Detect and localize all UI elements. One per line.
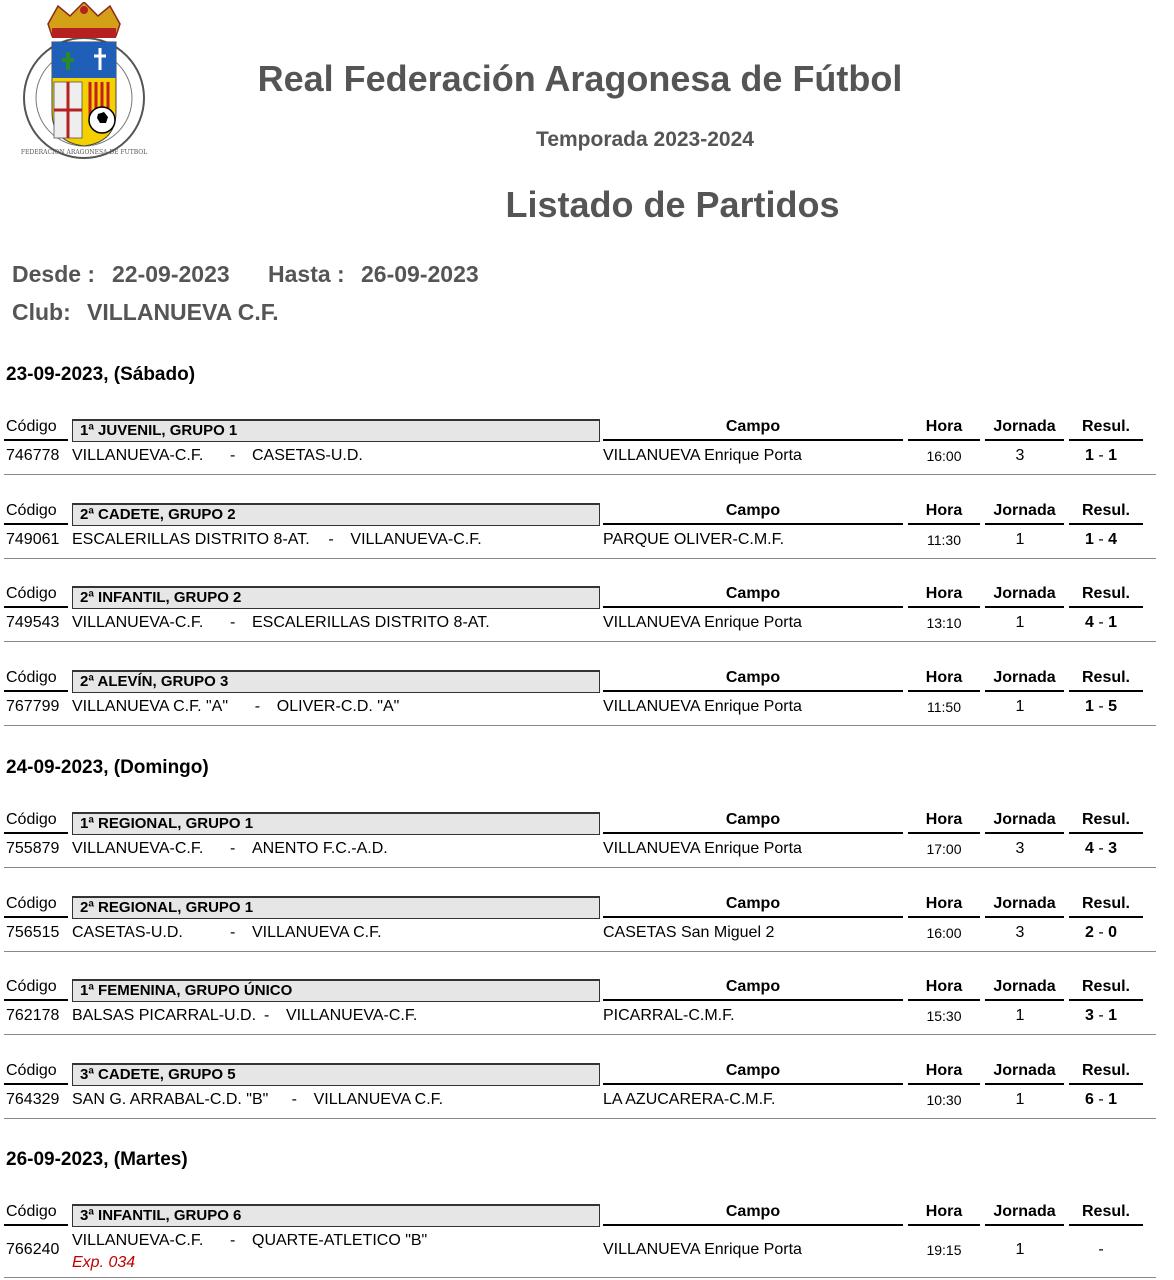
hora-header-rule (908, 1083, 980, 1085)
hora-header-rule (908, 1224, 980, 1226)
campo-header-rule (603, 999, 903, 1001)
home-team: VILLANUEVA-C.F. (72, 840, 204, 857)
away-goals: 5 (1108, 698, 1118, 715)
home-goals: 1 (1084, 698, 1094, 715)
codigo-header: Código (6, 585, 57, 602)
match-code: 755879 (6, 840, 60, 857)
match-result (1066, 1007, 1136, 1025)
resul-header-rule (1069, 439, 1143, 441)
home-team: VILLANUEVA C.F. "A" (72, 698, 229, 715)
away-goals: 1 (1108, 1007, 1118, 1024)
campo-header: Campo (725, 811, 781, 828)
campo-header: Campo (725, 1062, 781, 1079)
match-round: 3 (1015, 840, 1025, 857)
home-goals: 4 (1084, 840, 1094, 857)
codigo-header: Código (6, 418, 57, 435)
jornada-header: Jornada (993, 502, 1056, 519)
home-team: VILLANUEVA-C.F. (72, 447, 204, 464)
codigo-header: Código (6, 811, 57, 828)
vs-separator: - (230, 840, 236, 857)
score-dash: - (1093, 698, 1109, 715)
jornada-header-rule (985, 523, 1064, 525)
category-label: 2ª CADETE, GRUPO 2 (72, 503, 600, 526)
jornada-header: Jornada (993, 978, 1056, 995)
score-dash: - (1093, 1007, 1109, 1024)
organization-title: Real Federación Aragonesa de Fútbol (257, 58, 903, 99)
home-goals: 3 (1084, 1007, 1094, 1024)
hasta-label: Hasta : (268, 261, 345, 287)
field-name: LA AZUCARERA-C.M.F. (603, 1091, 776, 1108)
field-name: PICARRAL-C.M.F. (603, 1007, 735, 1024)
match-result (1066, 840, 1136, 858)
vs-separator: - (254, 698, 261, 715)
resul-header: Resul. (1081, 669, 1130, 686)
away-goals: 3 (1108, 840, 1118, 857)
match-result (1066, 531, 1136, 549)
jornada-header-rule (985, 439, 1064, 441)
home-team: VILLANUEVA-C.F. (72, 614, 204, 631)
jornada-header-rule (985, 916, 1064, 918)
score-dash: - (1093, 840, 1109, 857)
score-dash: - (1093, 531, 1109, 548)
jornada-header-rule (985, 690, 1064, 692)
hora-header: Hora (925, 811, 963, 828)
row-separator (4, 951, 1156, 952)
jornada-header-rule (985, 1083, 1064, 1085)
away-goals: 1 (1108, 447, 1118, 464)
match-time: 19:15 (926, 1242, 962, 1258)
codigo-header-rule (4, 1083, 68, 1085)
home-goals: 2 (1084, 924, 1094, 941)
campo-header: Campo (725, 502, 781, 519)
away-goals: 0 (1108, 924, 1118, 941)
hora-header-rule (908, 690, 980, 692)
expediente-note: Exp. 034 (72, 1254, 136, 1271)
match-code: 766240 (6, 1241, 60, 1258)
field-name: VILLANUEVA Enrique Porta (603, 1241, 802, 1258)
row-separator (4, 725, 1156, 726)
hora-header: Hora (925, 418, 963, 435)
campo-header-rule (603, 606, 903, 608)
away-team: VILLANUEVA-C.F. (286, 1007, 418, 1024)
resul-header: Resul. (1081, 502, 1130, 519)
resul-header-rule (1069, 1083, 1143, 1085)
hora-header: Hora (925, 895, 963, 912)
match-round: 1 (1015, 698, 1025, 715)
category-label: 2ª INFANTIL, GRUPO 2 (72, 586, 600, 609)
codigo-header-rule (4, 523, 68, 525)
field-name: VILLANUEVA Enrique Porta (603, 614, 802, 631)
codigo-header: Código (6, 895, 57, 912)
campo-header: Campo (725, 1203, 781, 1220)
category-label: 3ª INFANTIL, GRUPO 6 (72, 1204, 600, 1227)
hora-header-rule (908, 999, 980, 1001)
resul-header-rule (1069, 999, 1143, 1001)
svg-text:FEDERACION ARAGONESA DE FUTBOL: FEDERACION ARAGONESA DE FUTBOL (20, 149, 148, 156)
hora-header: Hora (925, 585, 963, 602)
jornada-header: Jornada (993, 669, 1056, 686)
hora-header: Hora (925, 1062, 963, 1079)
jornada-header: Jornada (993, 811, 1056, 828)
resul-header-rule (1069, 916, 1143, 918)
away-team: VILLANUEVA C.F. (252, 924, 382, 941)
hora-header: Hora (925, 502, 963, 519)
club-value: VILLANUEVA C.F. (87, 299, 279, 325)
resul-header-rule (1069, 832, 1143, 834)
hora-header-rule (908, 606, 980, 608)
resul-header-rule (1069, 523, 1143, 525)
row-separator (4, 558, 1156, 559)
match-time: 16:00 (926, 448, 962, 464)
vs-separator: - (230, 924, 236, 941)
vs-separator: - (230, 614, 236, 631)
desde-label: Desde : (12, 261, 96, 287)
codigo-header-rule (4, 916, 68, 918)
campo-header-rule (603, 1083, 903, 1085)
score-dash: - (1093, 1091, 1109, 1108)
match-code: 764329 (6, 1091, 60, 1108)
home-team: SAN G. ARRABAL-C.D. "B" (72, 1091, 269, 1108)
campo-header: Campo (725, 418, 781, 435)
match-result (1066, 924, 1136, 942)
field-name: PARQUE OLIVER-C.M.F. (603, 531, 785, 548)
home-goals: 1 (1084, 447, 1094, 464)
match-round: 1 (1015, 1091, 1025, 1108)
codigo-header: Código (6, 1203, 57, 1220)
codigo-header: Código (6, 1062, 57, 1079)
resul-header-rule (1069, 1224, 1143, 1226)
hasta-value: 26-09-2023 (361, 261, 479, 287)
score-dash: - (1093, 614, 1109, 631)
season-label: Temporada 2023-2024 (536, 128, 754, 151)
home-goals: 6 (1084, 1091, 1094, 1108)
day-heading: 23-09-2023, (Sábado) (6, 364, 196, 385)
day-heading: 26-09-2023, (Martes) (6, 1149, 188, 1170)
match-result: - (1098, 1241, 1104, 1258)
category-label: 1ª FEMENINA, GRUPO ÚNICO (72, 979, 600, 1002)
field-name: VILLANUEVA Enrique Porta (603, 447, 802, 464)
match-code: 746778 (6, 447, 60, 464)
category-label: 1ª REGIONAL, GRUPO 1 (72, 812, 600, 835)
away-goals: 4 (1108, 531, 1118, 548)
jornada-header: Jornada (993, 585, 1056, 602)
match-time: 11:30 (927, 532, 961, 548)
campo-header: Campo (725, 978, 781, 995)
codigo-header-rule (4, 690, 68, 692)
hora-header: Hora (925, 978, 963, 995)
campo-header-rule (603, 832, 903, 834)
category-label: 1ª JUVENIL, GRUPO 1 (72, 419, 600, 442)
home-team: ESCALERILLAS DISTRITO 8-AT. (72, 531, 310, 548)
match-time: 10:30 (926, 1092, 962, 1108)
away-team: OLIVER-C.D. "A" (276, 698, 400, 715)
category-label: 2ª ALEVÍN, GRUPO 3 (72, 670, 600, 693)
resul-header: Resul. (1081, 895, 1130, 912)
jornada-header-rule (985, 999, 1064, 1001)
campo-header: Campo (725, 669, 781, 686)
campo-header-rule (603, 690, 903, 692)
resul-header: Resul. (1081, 978, 1130, 995)
row-separator (4, 1034, 1156, 1035)
resul-header: Resul. (1081, 1062, 1130, 1079)
resul-header: Resul. (1081, 811, 1130, 828)
codigo-header-rule (4, 439, 68, 441)
away-team: ESCALERILLAS DISTRITO 8-AT. (252, 614, 490, 631)
hora-header: Hora (925, 669, 963, 686)
match-round: 1 (1015, 1241, 1025, 1258)
score-dash: - (1093, 924, 1109, 941)
resul-header-rule (1069, 690, 1143, 692)
match-code: 749061 (6, 531, 60, 548)
day-heading: 24-09-2023, (Domingo) (6, 757, 209, 778)
match-round: 1 (1015, 531, 1025, 548)
document-title: Listado de Partidos (505, 184, 840, 225)
vs-separator: - (230, 447, 236, 464)
campo-header-rule (603, 523, 903, 525)
jornada-header-rule (985, 1224, 1064, 1226)
jornada-header-rule (985, 606, 1064, 608)
match-code: 762178 (6, 1007, 60, 1024)
home-team: CASETAS-U.D. (72, 924, 183, 941)
match-time: 15:30 (926, 1008, 962, 1024)
codigo-header: Código (6, 502, 57, 519)
score-dash: - (1093, 447, 1109, 464)
codigo-header: Código (6, 669, 57, 686)
codigo-header-rule (4, 1224, 68, 1226)
field-name: CASETAS San Miguel 2 (603, 924, 775, 941)
match-time: 17:00 (926, 841, 962, 857)
campo-header-rule (603, 1224, 903, 1226)
match-code: 749543 (6, 614, 60, 631)
match-round: 3 (1015, 924, 1025, 941)
match-result (1066, 447, 1136, 465)
codigo-header: Código (6, 978, 57, 995)
match-result (1066, 1091, 1136, 1109)
campo-header: Campo (725, 895, 781, 912)
hora-header-rule (908, 916, 980, 918)
match-result (1066, 698, 1136, 716)
resul-header: Resul. (1081, 418, 1130, 435)
jornada-header: Jornada (993, 895, 1056, 912)
row-separator (4, 641, 1156, 642)
field-name: VILLANUEVA Enrique Porta (603, 840, 802, 857)
match-code: 767799 (6, 698, 60, 715)
codigo-header-rule (4, 606, 68, 608)
desde-value: 22-09-2023 (112, 261, 230, 287)
category-label: 2ª REGIONAL, GRUPO 1 (72, 896, 600, 919)
match-code: 756515 (6, 924, 60, 941)
away-goals: 1 (1108, 1091, 1118, 1108)
codigo-header-rule (4, 999, 68, 1001)
away-team: ANENTO F.C.-A.D. (252, 840, 388, 857)
home-goals: 1 (1084, 531, 1094, 548)
vs-separator: - (328, 531, 334, 548)
match-time: 13:10 (926, 615, 962, 631)
resul-header-rule (1069, 606, 1143, 608)
match-result (1066, 614, 1136, 632)
match-time: 11:50 (927, 699, 961, 715)
campo-header: Campo (725, 585, 781, 602)
away-team: VILLANUEVA-C.F. (350, 531, 482, 548)
home-team: VILLANUEVA-C.F. (72, 1232, 204, 1249)
home-team: BALSAS PICARRAL-U.D. (72, 1007, 257, 1024)
vs-separator: - (264, 1007, 270, 1024)
vs-separator: - (230, 1232, 236, 1249)
row-separator (4, 1118, 1156, 1119)
vs-separator: - (291, 1091, 297, 1108)
home-goals: 4 (1084, 614, 1094, 631)
row-separator (4, 867, 1156, 868)
codigo-header-rule (4, 832, 68, 834)
away-goals: 1 (1108, 614, 1118, 631)
hora-header: Hora (925, 1203, 963, 1220)
category-label: 3ª CADETE, GRUPO 5 (72, 1063, 600, 1086)
campo-header-rule (603, 439, 903, 441)
campo-header-rule (603, 916, 903, 918)
away-team: CASETAS-U.D. (252, 447, 363, 464)
club-label: Club: (12, 299, 71, 325)
resul-header: Resul. (1081, 1203, 1130, 1220)
hora-header-rule (908, 439, 980, 441)
row-separator (4, 1277, 1156, 1278)
away-team: QUARTE-ATLETICO "B" (252, 1232, 428, 1249)
match-round: 1 (1015, 614, 1025, 631)
field-name: VILLANUEVA Enrique Porta (603, 698, 802, 715)
row-separator (4, 474, 1156, 475)
match-round: 1 (1015, 1007, 1025, 1024)
jornada-header: Jornada (993, 1203, 1056, 1220)
match-round: 3 (1015, 447, 1025, 464)
match-time: 16:00 (926, 925, 962, 941)
jornada-header-rule (985, 832, 1064, 834)
jornada-header: Jornada (993, 418, 1056, 435)
hora-header-rule (908, 832, 980, 834)
jornada-header: Jornada (993, 1062, 1056, 1079)
resul-header: Resul. (1081, 585, 1130, 602)
away-team: VILLANUEVA C.F. (313, 1091, 444, 1108)
hora-header-rule (908, 523, 980, 525)
